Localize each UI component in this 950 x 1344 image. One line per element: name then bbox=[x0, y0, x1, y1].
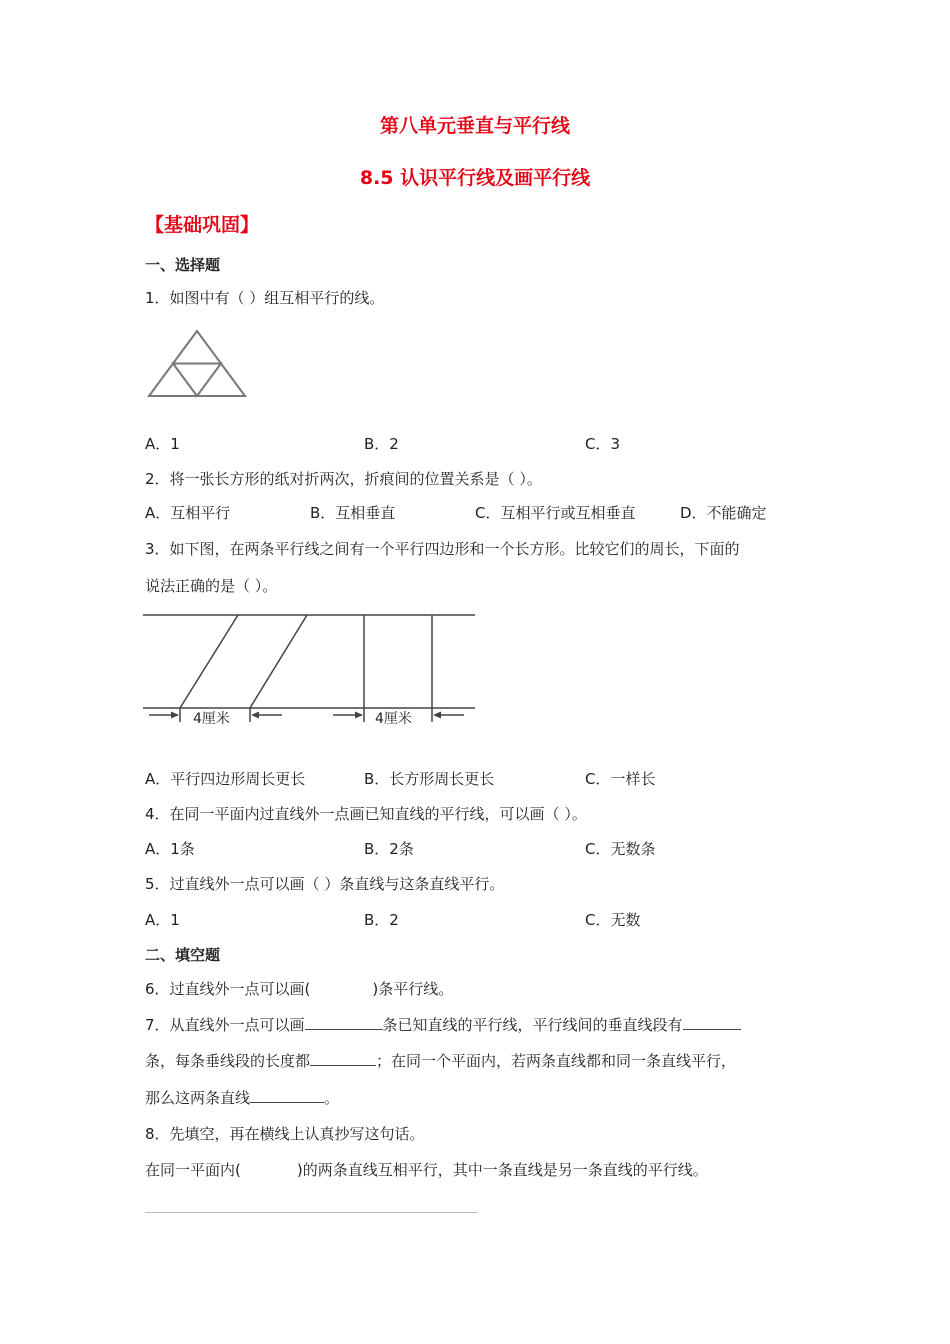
q1-option-b[interactable]: B．2 bbox=[364, 435, 399, 453]
q3-option-c[interactable]: C．一样长 bbox=[585, 770, 656, 788]
q3-label-left: 4厘米 bbox=[193, 711, 230, 727]
q3-text-line1: 3．如下图，在两条平行线之间有一个平行四边形和一个长方形。比较它们的周长，下面的 bbox=[145, 540, 740, 558]
q6-post: )条平行线。 bbox=[372, 980, 454, 998]
q7-part5: 那么这两条直线 bbox=[145, 1089, 251, 1107]
q4-option-b[interactable]: B．2条 bbox=[364, 840, 414, 858]
q7-blank-3[interactable] bbox=[310, 1051, 376, 1066]
q7-line3 bbox=[145, 1088, 339, 1108]
q2-option-b[interactable]: B．互相垂直 bbox=[310, 504, 396, 522]
q7-part4: ；在同一个平面内，若两条直线都和同一条直线平行， bbox=[376, 1052, 737, 1070]
q6-line bbox=[145, 979, 453, 999]
q7-line1 bbox=[145, 1015, 741, 1035]
q8-sentence bbox=[145, 1160, 708, 1180]
q7-blank-2[interactable] bbox=[683, 1015, 741, 1030]
q6-pre: 6．过直线外一点可以画( bbox=[145, 980, 311, 998]
q7-part3: 条，每条垂线段的长度都 bbox=[145, 1052, 311, 1070]
q7-blank-4[interactable] bbox=[250, 1088, 324, 1103]
q2-option-a[interactable]: A．互相平行 bbox=[145, 504, 231, 522]
q5-text: 5．过直线外一点可以画（ ）条直线与这条直线平行。 bbox=[145, 875, 505, 893]
q2-text: 2．将一张长方形的纸对折两次，折痕间的位置关系是（ ）。 bbox=[145, 470, 542, 488]
q3-option-a[interactable]: A．平行四边形周长更长 bbox=[145, 770, 306, 788]
q2-option-c[interactable]: C．互相平行或互相垂直 bbox=[475, 504, 636, 522]
part2-heading: 二、填空题 bbox=[145, 946, 221, 964]
q5-option-a[interactable]: A．1 bbox=[145, 911, 180, 929]
q4-text: 4．在同一平面内过直线外一点画已知直线的平行线，可以画（ ）。 bbox=[145, 805, 587, 823]
q8-pre: 在同一平面内( bbox=[145, 1161, 241, 1179]
q1-triangle-figure bbox=[145, 328, 249, 400]
q7-part2: 条已知直线的平行线，平行线间的垂直线段有 bbox=[382, 1016, 683, 1034]
q3-label-right: 4厘米 bbox=[375, 711, 412, 727]
q2-option-d[interactable]: D．不能确定 bbox=[680, 504, 767, 522]
unit-title: 第八单元垂直与平行线 bbox=[379, 115, 570, 137]
q1-text: 1．如图中有（ ）组互相平行的线。 bbox=[145, 289, 385, 307]
q5-option-b[interactable]: B．2 bbox=[364, 911, 399, 929]
q1-option-c[interactable]: C．3 bbox=[585, 435, 621, 453]
q1-option-a[interactable]: A．1 bbox=[145, 435, 180, 453]
q5-option-c[interactable]: C．无数 bbox=[585, 911, 641, 929]
q4-option-c[interactable]: C．无数条 bbox=[585, 840, 656, 858]
q3-text-line2: 说法正确的是（ ）。 bbox=[145, 577, 278, 595]
part1-heading: 一、选择题 bbox=[145, 256, 221, 274]
section-tag: 【基础巩固】 bbox=[145, 214, 260, 236]
q7-part6: 。 bbox=[324, 1089, 340, 1107]
q8-post: )的两条直线互相平行，其中一条直线是另一条直线的平行线。 bbox=[296, 1161, 708, 1179]
q8-copy-line[interactable] bbox=[145, 1212, 478, 1213]
q3-option-b[interactable]: B．长方形周长更长 bbox=[364, 770, 495, 788]
lesson-title: 8.5 认识平行线及画平行线 bbox=[359, 167, 591, 189]
q8-text: 8．先填空，再在横线上认真抄写这句话。 bbox=[145, 1125, 425, 1143]
q7-part1: 7．从直线外一点可以画 bbox=[145, 1016, 305, 1034]
q7-blank-1[interactable] bbox=[305, 1015, 383, 1030]
q4-option-a[interactable]: A．1条 bbox=[145, 840, 195, 858]
q7-line2 bbox=[145, 1051, 736, 1071]
